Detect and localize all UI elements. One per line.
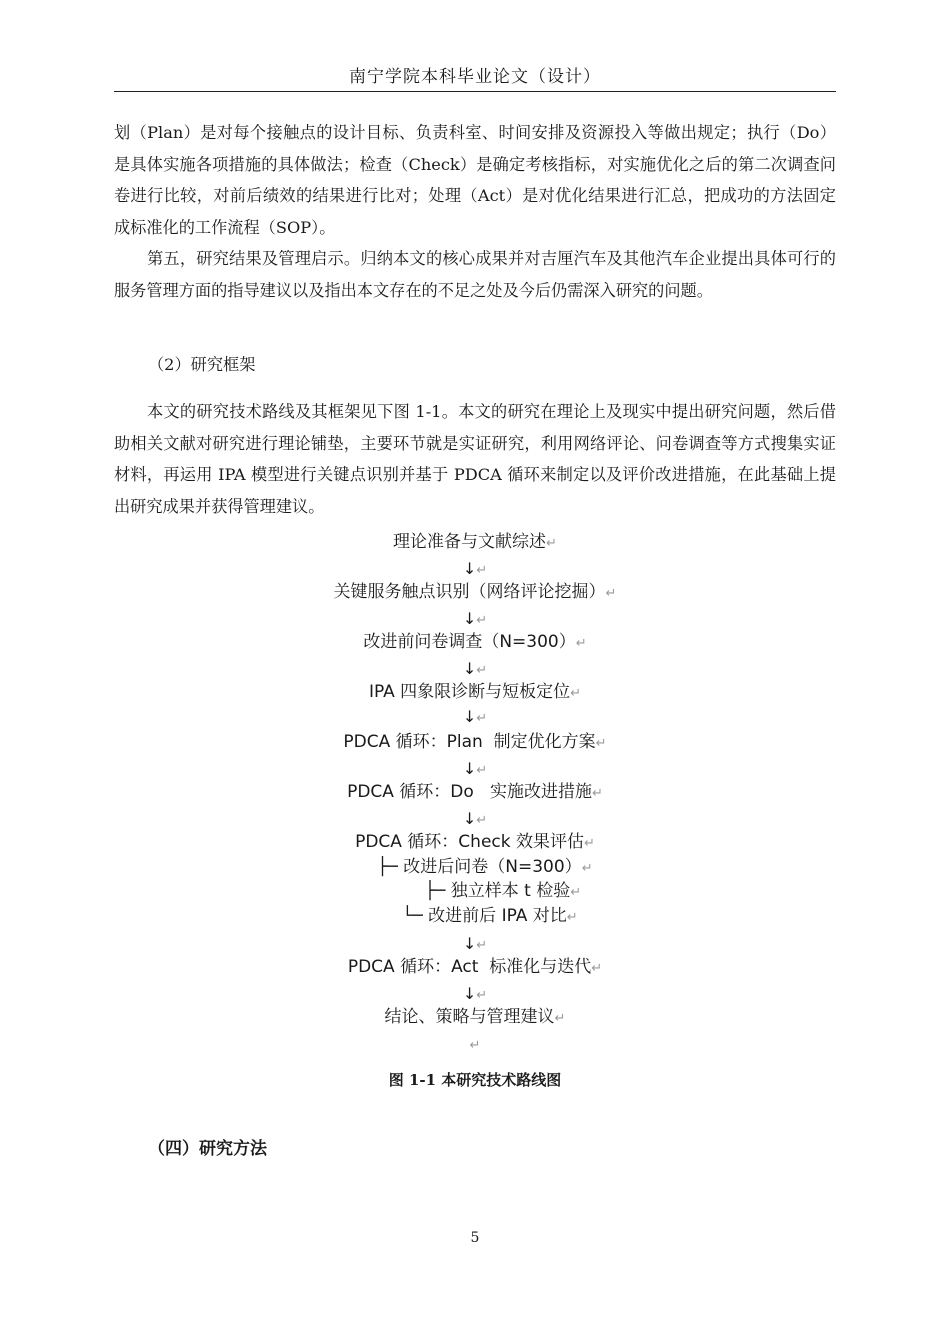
flow-step-8-text: PDCA 循环：Act 标准化与迭代	[347, 957, 592, 977]
paragraph-mark: ↵	[581, 861, 593, 876]
flow-step-1-text: 理论准备与文献综述	[393, 532, 547, 552]
flow-arrow-4	[114, 705, 836, 731]
paragraph-mark: ↵	[476, 938, 488, 953]
paragraph-mark: ↵	[575, 636, 587, 651]
down-arrow-icon: ↓	[462, 984, 477, 1003]
paragraph-research-results: 第五，研究结果及管理启示。归纳本文的核心成果并对吉厘汽车及其他汽车企业提出具体可行的服务管理方面的指导建议以及指出本文存在的不足之处及今后仍需深入研究的问题。	[114, 249, 836, 300]
paragraph-mark: ↵	[570, 686, 582, 701]
down-arrow-icon: ↓	[462, 934, 477, 953]
flow-substep-7a	[114, 855, 836, 881]
page-number: 5	[470, 1230, 480, 1246]
flow-step-7-text: PDCA 循环：Check 效果评估	[355, 832, 585, 852]
flow-step-4	[114, 680, 836, 706]
subheading-research-framework: （2）研究框架	[148, 355, 256, 374]
flow-step-9	[114, 1005, 836, 1031]
paragraph-mark: ↵	[476, 988, 488, 1003]
paragraph-mark: ↵	[476, 613, 488, 628]
paragraph-mark: ↵	[554, 1011, 566, 1026]
flow-substep-7b-text: ├─ 独立样本 t 检验	[424, 881, 571, 901]
paragraph-mark: ↵	[476, 663, 488, 678]
down-arrow-icon: ↓	[462, 659, 477, 678]
flow-step-7	[114, 830, 836, 856]
down-arrow-icon: ↓	[462, 609, 477, 628]
paragraph-mark: ↵	[476, 563, 488, 578]
flow-step-1	[114, 530, 836, 556]
flow-substep-7b	[114, 879, 836, 905]
flow-step-5-text: PDCA 循环：Plan 制定优化方案	[343, 732, 596, 752]
paragraph-mark: ↵	[566, 910, 578, 925]
paragraph-mark: ↵	[546, 536, 557, 551]
down-arrow-icon: ↓	[462, 759, 477, 778]
section-heading-research-methods: （四）研究方法	[148, 1139, 267, 1159]
paragraph-mark: ↵	[584, 836, 595, 851]
page-header: 南宁学院本科毕业论文（设计）	[114, 64, 836, 92]
flow-step-6	[114, 780, 836, 806]
flow-substep-7c	[114, 904, 836, 930]
flow-step-5	[114, 730, 836, 756]
down-arrow-icon: ↓	[462, 559, 477, 578]
paragraph-technical-route: 本文的研究技术路线及其框架见下图 1-1。本文的研究在理论上及现实中提出研究问题，然后借助相关文献对研究进行理论铺垫，主要环节就是实证研究，利用网络评论、问卷调查等方式搜集实证材料，再运用 IPA 模型进行关键点识别并基于 PDCA 循环来制定以及评价改进措施，在此基础上提出研究成果并获得管理建议。	[114, 402, 836, 516]
paragraph-mark: ↵	[476, 711, 488, 726]
flow-step-6-text: PDCA 循环：Do 实施改进措施	[347, 782, 593, 802]
flow-empty-line	[114, 1032, 836, 1058]
flow-step-3-text: 改进前问卷调查（N=300）	[363, 632, 576, 652]
flow-step-8	[114, 955, 836, 981]
down-arrow-icon: ↓	[462, 707, 477, 726]
flow-substep-7c-text: └─ 改进前后 IPA 对比	[402, 906, 567, 926]
paragraph-mark: ↵	[476, 763, 488, 778]
figure-caption: 图 1-1 本研究技术路线图	[388, 1071, 562, 1089]
paragraph-mark: ↵	[592, 786, 603, 801]
flow-substep-7a-text: ├─ 改进后问卷（N=300）	[377, 857, 582, 877]
paragraph-mark: ↵	[570, 885, 582, 900]
flow-step-3	[114, 630, 836, 656]
down-arrow-icon: ↓	[462, 809, 477, 828]
flow-step-2-text: 关键服务触点识别（网络评论挖掘）	[333, 582, 606, 602]
paragraph-mark: ↵	[595, 736, 607, 751]
flow-step-4-text: IPA 四象限诊断与短板定位	[368, 682, 571, 702]
flow-step-2	[114, 580, 836, 606]
paragraph-pdca-description: 划（Plan）是对每个接触点的设计目标、负责科室、时间安排及资源投入等做出规定；执行（Do）是具体实施各项措施的具体做法；检查（Check）是确定考核指标，对实施优化之后的第二次调查问卷进行比较，对前后绩效的结果进行比对；处理（Act）是对优化结果进行汇总，把成功的方法固定成标准化的工作流程（SOP）。	[114, 123, 836, 237]
paragraph-mark: ↵	[605, 586, 617, 601]
flow-step-9-text: 结论、策略与管理建议	[384, 1007, 555, 1027]
paragraph-mark: ↵	[476, 813, 488, 828]
paragraph-mark: ↵	[469, 1038, 481, 1053]
paragraph-mark: ↵	[591, 961, 603, 976]
